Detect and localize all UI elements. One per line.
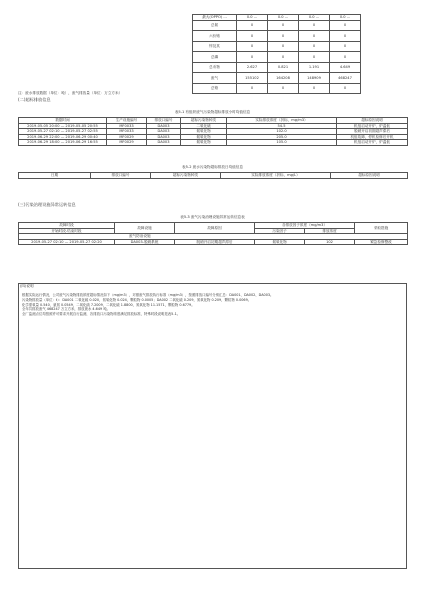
column-header: 日期 (19, 173, 91, 179)
table-cell: 205.0 (227, 134, 337, 140)
table-cell: 机组启动开炉，炉温低 (337, 123, 408, 129)
table-cell: 0 (330, 31, 361, 42)
exceedance-table (18, 117, 408, 146)
column-header: 超标原因说明 (331, 173, 408, 179)
explanation-paragraph: 全厂监测点位均按照许可要求开展自行监测，各排放口污染物浓度满足排放标准，特殊时段说明见表5-1。 (22, 312, 181, 317)
table-cell: 0 (268, 41, 299, 52)
table1-caption: 表5-1 有组织废气污染物超标排放小时均值信息 (174, 110, 251, 114)
abnormal-operation-table (18, 222, 408, 245)
column-header: 排放口编号 (147, 118, 181, 124)
column-header: 污染因子 (255, 228, 305, 234)
row-label: 总磷 (193, 52, 237, 63)
table-cell: 164208 (268, 73, 299, 84)
column-header: 超标污染物种类 (181, 118, 227, 124)
table-cell: 1.191 (299, 62, 330, 73)
row-label: 总氮 (193, 20, 237, 31)
row-label: 废气 (193, 73, 237, 84)
table-cell: 2019-06-29 22:00 — 2019-06-29 00:40 (19, 134, 107, 140)
table-row (19, 140, 408, 146)
table-cell: 0.0 ... (237, 15, 268, 21)
table-cell: MF0033 (107, 123, 147, 129)
row-label: 总汞物 (193, 62, 237, 73)
table-cell: 0 (330, 52, 361, 63)
table-cell: 0.0 ... (268, 15, 299, 21)
table-cell: 紧急检修整改 (355, 239, 408, 245)
table-cell: 0 (268, 52, 299, 63)
column-header: 各排放因子浓度（mg/m3） (255, 223, 355, 229)
table-cell: 氮氧化物 (181, 140, 227, 146)
group-label: 废气防治设施 (19, 234, 408, 240)
table2-caption: 表5-2 废水污染物超标排放日均值信息 (182, 165, 243, 169)
table-cell: 0 (237, 52, 268, 63)
explanation-paragraph: 根据实际运行情况，公司废气污染物排放浓度超标情况如下（mg/m3），对照废气排放执行标准（mg/m3），按照排放口编号分别汇总：DA001、DA002、DA003。 (22, 293, 274, 297)
section-heading-exceedance: (二)超标排放信息 (18, 97, 51, 102)
table-cell: 氮氧化物 (181, 134, 227, 140)
section-heading-abnormal: (三)污染治理设施异常运转信息 (18, 202, 76, 207)
table-cell: 机组启动开炉，炉温低 (337, 140, 408, 146)
table-cell: 148909 (299, 73, 330, 84)
table-cell: 2.627 (237, 62, 268, 73)
table-cell: 脱硝开启初期超声滞后 (175, 239, 255, 245)
explanation-paragraph: 污染物排放量（单位：t）：DA001 二氧化硫 0.020，氮氧化物 0.024，颗粒物 0.0005；DA002 二氧化硫 0.209，氮氧化物 0.209，颗粒物 0.0069。 (22, 297, 252, 302)
row-label: 锌及其 (193, 41, 237, 52)
table-cell: 0 (268, 20, 299, 31)
column-header: 故障设施 (115, 223, 175, 234)
table-cell: 54.5 (227, 123, 337, 129)
explanation-paragraph: 化学需氧量 0.540，氨氮 0.0549，二氧化硫 7.2009，二氧化硫 1.8800，氮氧化物 11.1571，颗粒物 0.6779。 (22, 302, 195, 307)
column-header: 超标原因说明 (337, 118, 408, 124)
row-label: 六价铬 (193, 31, 237, 42)
table-cell: 0 (299, 31, 330, 42)
emissions-summary-table (192, 14, 361, 94)
column-header: 排放口编号 (91, 173, 151, 179)
table-cell: DA003 (147, 134, 181, 140)
table-row (193, 20, 361, 31)
row-label: 最大(OPPO) ... (193, 15, 237, 21)
table-cell: 二氧化硫 (181, 123, 227, 129)
table-row (193, 83, 361, 94)
table-cell: 2019-05-27 02:10 — 2019-05-27 02:20 (19, 239, 115, 245)
table-cell: 0 (237, 31, 268, 42)
table-cell: 2019-05-27 02:10 — 2019-05-27 02:55 (19, 129, 107, 135)
table-cell: 0 (237, 41, 268, 52)
explanation-box (18, 283, 407, 569)
column-header: 采取措施 (355, 223, 408, 234)
table-cell: 102.0 (227, 129, 337, 135)
explanation-paragraph: 全年共排放废气 468247 万立方米，排放废水 4.649 吨。 (22, 307, 110, 312)
table-cell: 0.821 (268, 62, 299, 73)
table-cell: 氮氧化物 (181, 129, 227, 135)
table-row (19, 239, 408, 245)
explanation-title: (四)说明 (20, 284, 34, 288)
column-header: 数据时间 (19, 118, 107, 124)
table-cell: 2019-06-29 18:00 — 2019-06-29 16:55 (19, 140, 107, 146)
column-header: 实际排放浓度（折标，mg/m3） (227, 118, 337, 124)
table-cell: 0 (237, 20, 268, 31)
table-cell: DA003 (147, 140, 181, 146)
wastewater-exceedance-table (18, 172, 408, 179)
table-cell: 102 (305, 239, 355, 245)
table-cell: DA003 (147, 129, 181, 135)
table-cell: 0 (299, 83, 330, 94)
table-cell: 0 (299, 20, 330, 31)
table-cell: MF0029 (107, 140, 147, 146)
column-header: 故障时段 (19, 223, 115, 229)
table-row (193, 31, 361, 42)
table-cell: 0.0 ... (299, 15, 330, 21)
table-cell: DA003 (147, 123, 181, 129)
table-cell: 468247 (330, 73, 361, 84)
table-cell: DA003-脱硝系统 (115, 239, 175, 245)
table-row (193, 41, 361, 52)
column-header: 排放浓度 (305, 228, 355, 234)
table-cell: 4.649 (330, 62, 361, 73)
table-cell: MF0029 (107, 134, 147, 140)
table-cell: 0 (237, 83, 268, 94)
table3-caption: 表5-3 废气污染治理设施异常运转信息表 (180, 215, 245, 219)
table-cell: 105.0 (227, 140, 337, 146)
table-cell: 脱硝开启初期超声滞后 (337, 129, 408, 135)
table-cell: 0.0 ... (330, 15, 361, 21)
table-cell: 氮氧化物 (255, 239, 305, 245)
table-cell: 0 (330, 20, 361, 31)
table-cell: MF0033 (107, 129, 147, 135)
table-cell: 155102 (237, 73, 268, 84)
table-cell: 0 (299, 52, 330, 63)
table-cell: 0 (268, 83, 299, 94)
table-row (193, 52, 361, 63)
table-cell: 0 (268, 31, 299, 42)
table-cell: 0 (330, 41, 361, 52)
table-row (193, 62, 361, 73)
column-header: 超标污染物种类 (151, 173, 221, 179)
column-header: 开始时段-结束时段 (19, 228, 115, 234)
table-cell: 2019-05-05 20:00 — 2019-05-05 20:55 (19, 123, 107, 129)
column-header: 实际排放浓度（折标，mg/L） (221, 173, 331, 179)
table-row (193, 73, 361, 84)
column-header: 故障原因 (175, 223, 255, 234)
table-cell: 0 (299, 41, 330, 52)
table-footnote: 注：废水排放数据（单位：吨），废气排放量（单位：万立方米） (18, 91, 123, 95)
row-label: 总铬 (193, 83, 237, 94)
table-cell: 0 (330, 83, 361, 94)
column-header: 生产设施编号 (107, 118, 147, 124)
table-cell: 机组故障，停机检修后开机 (337, 134, 408, 140)
